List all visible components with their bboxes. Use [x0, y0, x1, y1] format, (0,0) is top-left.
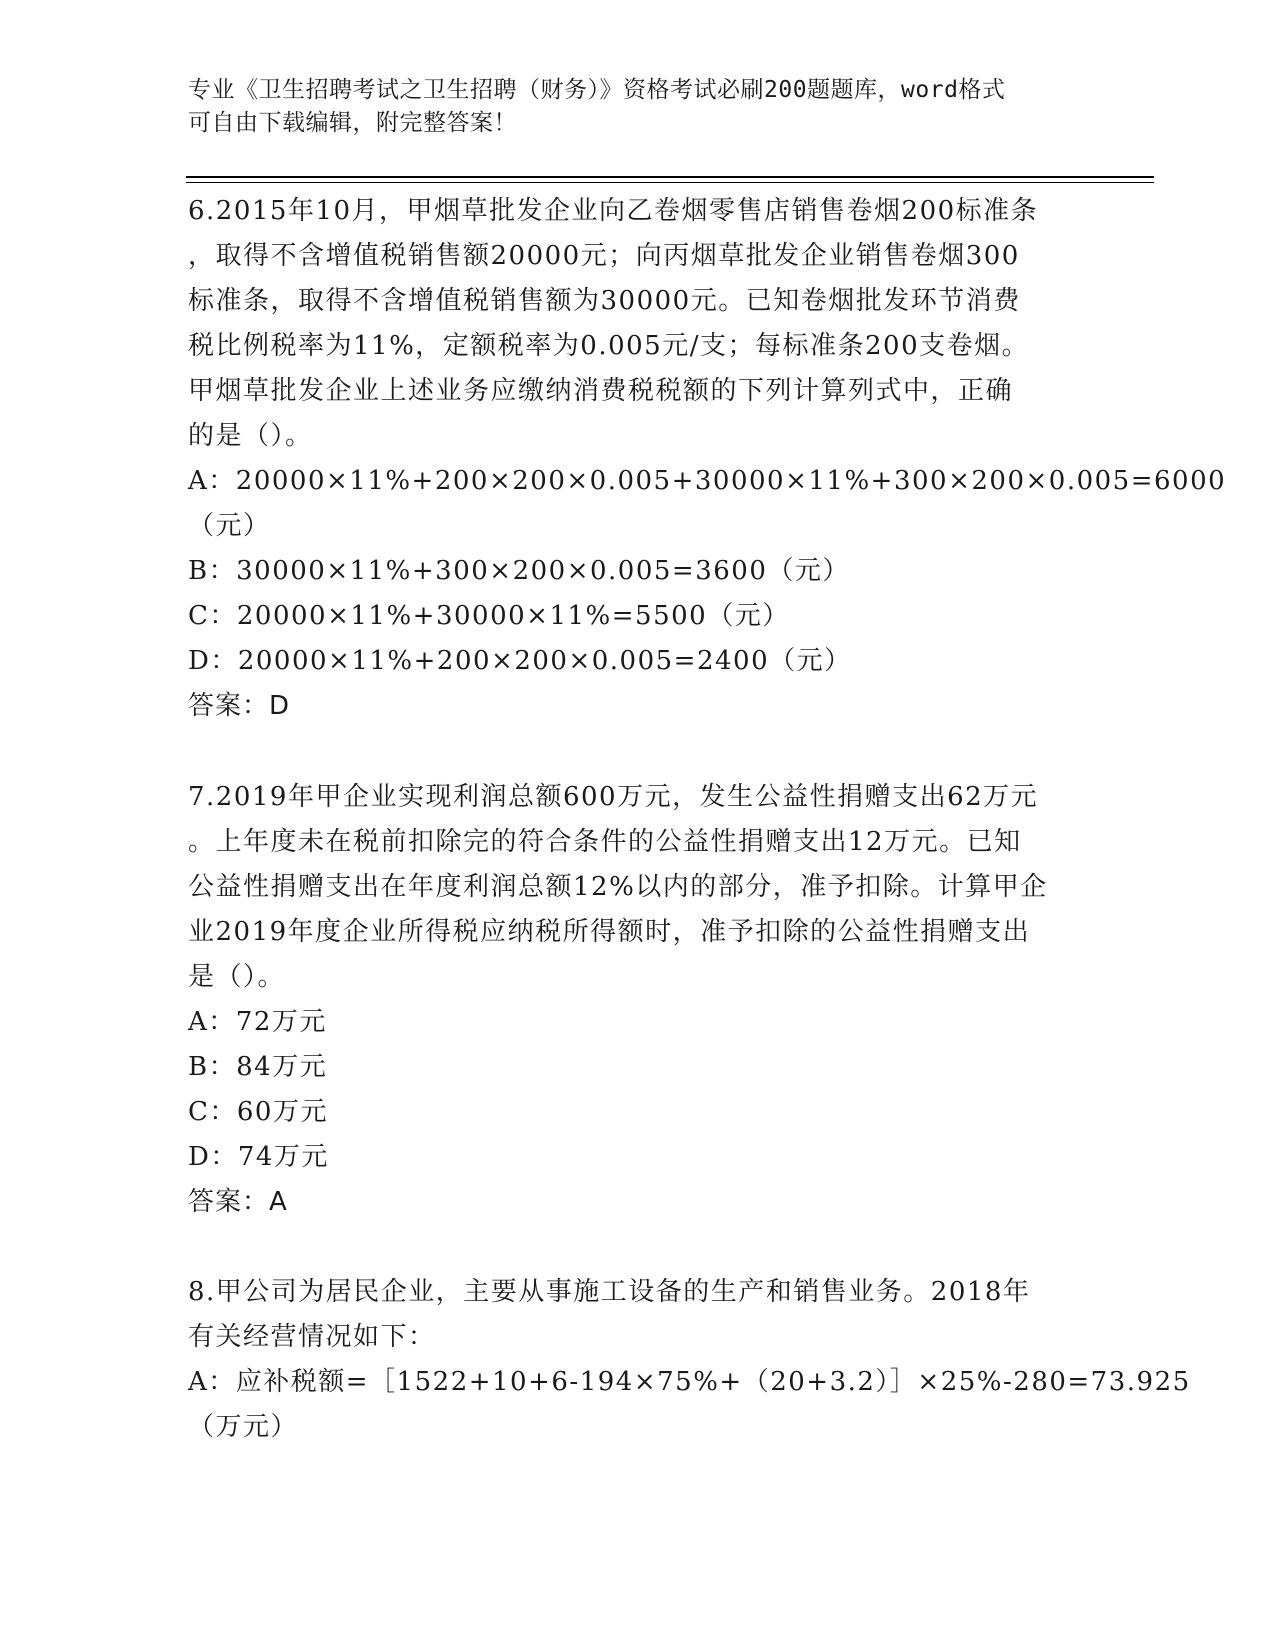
question-stem-line: ，取得不含增值税销售额20000元；向丙烟草批发企业销售卷烟300: [188, 241, 1020, 271]
header-line-1: 专业《卫生招聘考试之卫生招聘（财务）》资格考试必刷200题题库，word格式: [188, 77, 1006, 103]
header-line-2: 可自由下载编辑，附完整答案！: [188, 110, 517, 136]
option-a-continued: （万元）: [188, 1412, 299, 1442]
option-b: B：84万元: [188, 1052, 328, 1082]
option-d: D：74万元: [188, 1142, 329, 1172]
question-stem-line: 公益性捐赠支出在年度利润总额12%以内的部分，准予扣除。计算甲企: [188, 872, 1048, 902]
question-6: [188, 189, 1227, 729]
option-a: A：20000×11%+200×200×0.005+30000×11%+300×200×0.005=6000: [188, 466, 1227, 496]
question-8: [188, 1270, 1191, 1450]
question-stem-line: 7.2019年甲企业实现利润总额600万元，发生公益性捐赠支出62万元: [188, 782, 1039, 812]
question-stem-line: 业2019年度企业所得税应纳税所得额时，准予扣除的公益性捐赠支出: [188, 917, 1031, 947]
option-c: C：60万元: [188, 1097, 328, 1127]
option-a-continued: （元）: [188, 511, 271, 541]
question-stem-line: 甲烟草批发企业上述业务应缴纳消费税税额的下列计算列式中，正确: [188, 376, 1014, 406]
question-stem-line: 6.2015年10月，甲烟草批发企业向乙卷烟零售店销售卷烟200标准条: [188, 196, 1039, 226]
answer-label: 答案：A: [188, 1187, 288, 1217]
question-stem-line: 的是（）。: [188, 421, 313, 451]
option-a: A：72万元: [188, 1007, 327, 1037]
header-divider-thin: [186, 182, 1154, 183]
answer-label: 答案：D: [188, 691, 291, 721]
option-d: D：20000×11%+200×200×0.005=2400（元）: [188, 646, 852, 676]
option-b: B：30000×11%+300×200×0.005=3600（元）: [188, 556, 850, 586]
question-stem-line: 有关经营情况如下：: [188, 1322, 436, 1352]
question-7: [188, 775, 1088, 1225]
header-divider-thick: [186, 176, 1154, 178]
option-a: A：应补税额=［1522+10+6-194×75%+（20+3.2）］×25%-280=73.925: [188, 1367, 1191, 1397]
question-stem-line: 8.甲公司为居民企业，主要从事施工设备的生产和销售业务。2018年: [188, 1277, 1031, 1307]
question-stem-line: 。上年度未在税前扣除完的符合条件的公益性捐赠支出12万元。已知: [188, 827, 1022, 857]
option-c: C：20000×11%+30000×11%=5500（元）: [188, 601, 790, 631]
document-header: [188, 74, 1068, 140]
question-stem-line: 税比例税率为11%，定额税率为0.005元/支；每标准条200支卷烟。: [188, 331, 1030, 361]
question-stem-line: 是（）。: [188, 962, 286, 992]
question-stem-line: 标准条，取得不含增值税销售额为30000元。已知卷烟批发环节消费: [188, 286, 1021, 316]
